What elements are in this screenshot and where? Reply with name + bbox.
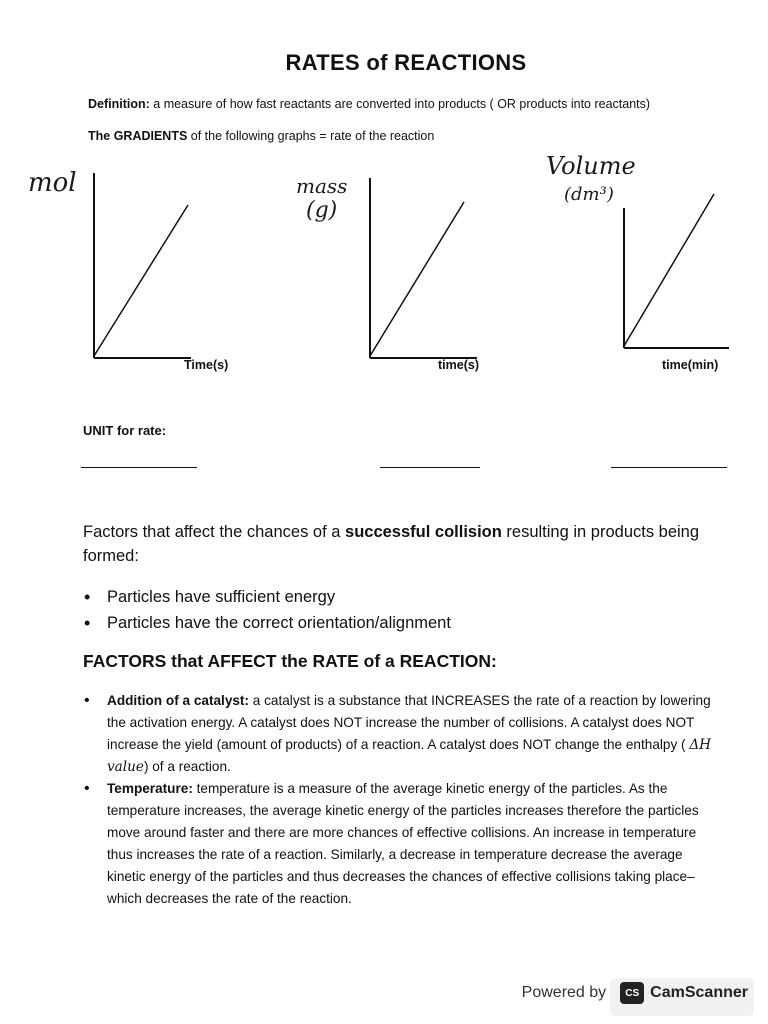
unit-blank-2[interactable] xyxy=(380,467,480,468)
factor-item-catalyst xyxy=(83,690,723,778)
camscanner-brand: CamScanner xyxy=(650,984,748,1001)
factor-text-end: ) of a reaction. xyxy=(143,759,231,774)
unit-for-rate-title: UNIT for rate: xyxy=(83,423,167,438)
graph2-y-label: mass xyxy=(296,174,348,198)
list-item: • Particles have the correct orientation/alignment xyxy=(83,610,723,636)
graph3-y-label: Volume xyxy=(546,152,636,180)
definition xyxy=(88,97,650,111)
gradients-note-bold: The GRADIENTS xyxy=(88,129,188,143)
graph2-plot xyxy=(362,168,482,368)
definition-label: Definition: xyxy=(88,97,150,111)
factor-text: a catalyst is a substance that INCREASES the rate of a reaction by lowering the activation energy. A catalyst does NOT increase the number of collisions. A catalyst does NOT increase the yield (amount of products) of a reaction. A catalyst does NOT change the enthalpy ( xyxy=(107,693,711,752)
page-title: RATES of REACTIONS xyxy=(285,50,527,75)
camscanner-logo-icon: CS xyxy=(620,982,644,1004)
collision-bullet-list xyxy=(83,584,723,636)
gradients-note-text: of the following graphs = rate of the reaction xyxy=(187,129,435,143)
graph2-x-label: time(s) xyxy=(438,358,479,372)
graph1-plot xyxy=(86,168,196,368)
unit-blank-3[interactable] xyxy=(611,467,727,468)
collision-intro-start: Factors that affect the chances of a xyxy=(83,523,346,541)
definition-text: a measure of how fast reactants are converted into products ( OR products into reactants) xyxy=(149,97,651,111)
gradients-note xyxy=(88,129,434,143)
delta-h-value: ΔH value xyxy=(107,737,712,775)
graph3-plot xyxy=(614,168,744,368)
graph3-y-unit: (dm³) xyxy=(564,184,614,205)
graph1-line xyxy=(94,205,188,356)
factor-label: Addition of a catalyst: xyxy=(107,693,249,708)
graph2-line xyxy=(370,202,464,356)
unit-blank-1[interactable] xyxy=(81,467,197,468)
factor-label: Temperature: xyxy=(107,781,193,796)
collision-intro xyxy=(83,520,703,568)
graph1-y-label: mol xyxy=(28,168,77,198)
factor-item-temperature xyxy=(83,778,723,910)
factors-heading: FACTORS that AFFECT the RATE of a REACTION: xyxy=(83,651,497,671)
graph3-line xyxy=(624,194,714,346)
list-item: • Particles have sufficient energy xyxy=(83,584,723,610)
powered-by-text: Powered by xyxy=(521,984,607,1001)
factor-text: temperature is a measure of the average kinetic energy of the particles. As the temperature increases, the average kinetic energy of the particles increases therefore the particles move around faster and there are more chances of effective collisions. An increase in temperature thus increases the rate of a reaction. Similarly, a decrease in temperature decrease the average kinetic energy of the particles and thus decreases the chances of effective collisions taking place– which decreases the rate of the reaction. xyxy=(107,781,699,906)
collision-intro-end: resulting in products being formed: xyxy=(83,523,700,565)
graph1-x-label: Time(s) xyxy=(184,358,229,372)
graph2-y-unit: (g) xyxy=(306,198,338,223)
collision-intro-bold: successful collision xyxy=(345,523,502,541)
graph3-x-label: time(min) xyxy=(662,358,719,372)
camscanner-watermark xyxy=(522,982,748,1004)
factor-list xyxy=(83,690,723,910)
